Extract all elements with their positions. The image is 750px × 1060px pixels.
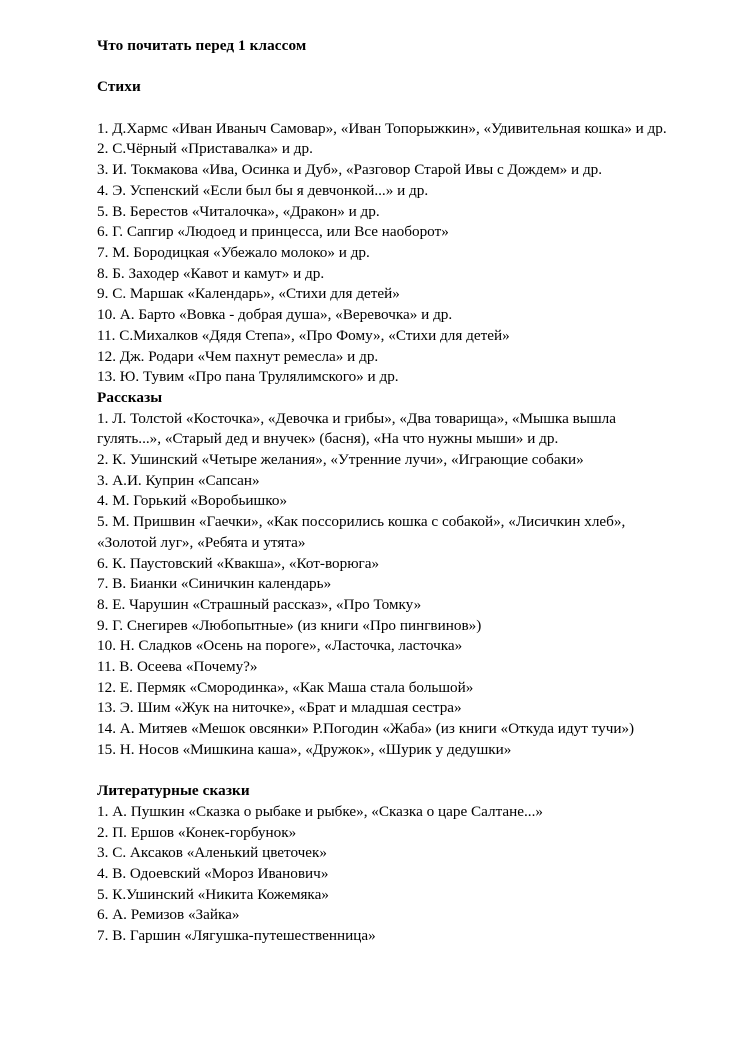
document-body bbox=[97, 57, 674, 947]
list-item: 6. К. Паустовский «Квакша», «Кот-ворюга» bbox=[97, 554, 380, 572]
list-item: 4. В. Одоевский «Мороз Иванович» bbox=[97, 865, 329, 883]
list-item: 10. Н. Сладков «Осень на пороге», «Ласточка, ласточка» bbox=[97, 637, 463, 655]
reading-list bbox=[97, 119, 674, 388]
list-item: 10. А. Барто «Вовка - добрая душа», «Веревочка» и др. bbox=[97, 306, 453, 324]
list-item: 7. В. Бианки «Синичкин календарь» bbox=[97, 575, 332, 593]
list-item: 3. А.И. Куприн «Сапсан» bbox=[97, 471, 260, 489]
list-item: 15. Н. Носов «Мишкина каша», «Дружок», «Шурик у дедушки» bbox=[97, 740, 512, 758]
section-heading: Литературные сказки bbox=[97, 782, 250, 800]
list-item: 9. Г. Снегирев «Любопытные» (из книги «Про пингвинов») bbox=[97, 616, 482, 634]
list-item: 5. К.Ушинский «Никита Кожемяка» bbox=[97, 885, 329, 903]
document-section bbox=[97, 57, 674, 388]
reading-list bbox=[97, 409, 674, 761]
list-item: 14. А. Митяев «Мешок овсянки» Р.Погодин «Жаба» (из книги «Откуда идут тучи») bbox=[97, 720, 635, 738]
list-item: 2. К. Ушинский «Четыре желания», «Утренние лучи», «Играющие собаки» bbox=[97, 451, 584, 469]
document-section bbox=[97, 388, 674, 761]
list-item: 9. С. Маршак «Календарь», «Стихи для детей» bbox=[97, 285, 400, 303]
list-item: 11. С.Михалков «Дядя Степа», «Про Фому», «Стихи для детей» bbox=[97, 326, 510, 344]
blank-line bbox=[97, 761, 674, 782]
list-item: 13. Ю. Тувим «Про пана Трулялимского» и др. bbox=[97, 368, 399, 386]
list-item: 12. Дж. Родари «Чем пахнут ремесла» и др. bbox=[97, 347, 379, 365]
section-heading: Стихи bbox=[97, 78, 141, 96]
blank-line bbox=[97, 98, 674, 119]
list-item: 1. Л. Толстой «Косточка», «Девочка и грибы», «Два товарища», «Мышка вышла гулять...», «Старый дед и внучек» (басня), «На что нужны мыши» и др. bbox=[97, 409, 617, 448]
page-title: Что почитать перед 1 классом bbox=[97, 37, 307, 54]
list-item: 1. А. Пушкин «Сказка о рыбаке и рыбке», «Сказка о царе Салтане...» bbox=[97, 802, 543, 820]
list-item: 8. Е. Чарушин «Страшный рассказ», «Про Томку» bbox=[97, 595, 422, 613]
list-item: 4. Э. Успенский «Если был бы я девчонкой...» и др. bbox=[97, 181, 429, 199]
list-item: 3. С. Аксаков «Аленький цветочек» bbox=[97, 844, 328, 862]
section-heading: Рассказы bbox=[97, 388, 163, 406]
list-item: 13. Э. Шим «Жук на ниточке», «Брат и младшая сестра» bbox=[97, 699, 462, 717]
list-item: 4. М. Горький «Воробьишко» bbox=[97, 492, 288, 510]
list-item: 8. Б. Заходер «Кавот и камут» и др. bbox=[97, 264, 325, 282]
list-item: 11. В. Осеева «Почему?» bbox=[97, 658, 258, 676]
list-item: 5. М. Пришвин «Гаечки», «Как поссорились кошка с собакой», «Лисичкин хлеб», «Золотой луг», «Ребята и утята» bbox=[97, 513, 626, 551]
list-item: 6. Г. Сапгир «Людоед и принцесса, или Все наоборот» bbox=[97, 223, 449, 241]
reading-list bbox=[97, 802, 674, 947]
blank-line bbox=[97, 57, 674, 78]
list-item: 5. В. Берестов «Читалочка», «Дракон» и др. bbox=[97, 202, 380, 220]
document-section bbox=[97, 761, 674, 947]
list-item: 12. Е. Пермяк «Смородинка», «Как Маша стала большой» bbox=[97, 678, 474, 696]
list-item: 2. С.Чёрный «Приставалка» и др. bbox=[97, 140, 313, 158]
list-item: 7. М. Бородицкая «Убежало молоко» и др. bbox=[97, 244, 370, 261]
list-item: 3. И. Токмакова «Ива, Осинка и Дуб», «Разговор Старой Ивы с Дождем» и др. bbox=[97, 161, 603, 179]
list-item: 2. П. Ершов «Конек-горбунок» bbox=[97, 823, 297, 841]
list-item: 6. А. Ремизов «Зайка» bbox=[97, 906, 240, 924]
list-item: 7. В. Гаршин «Лягушка-путешественница» bbox=[97, 927, 376, 945]
list-item: 1. Д.Хармс «Иван Иваныч Самовар», «Иван Топорыжкин», «Удивительная кошка» и др. bbox=[97, 119, 667, 137]
